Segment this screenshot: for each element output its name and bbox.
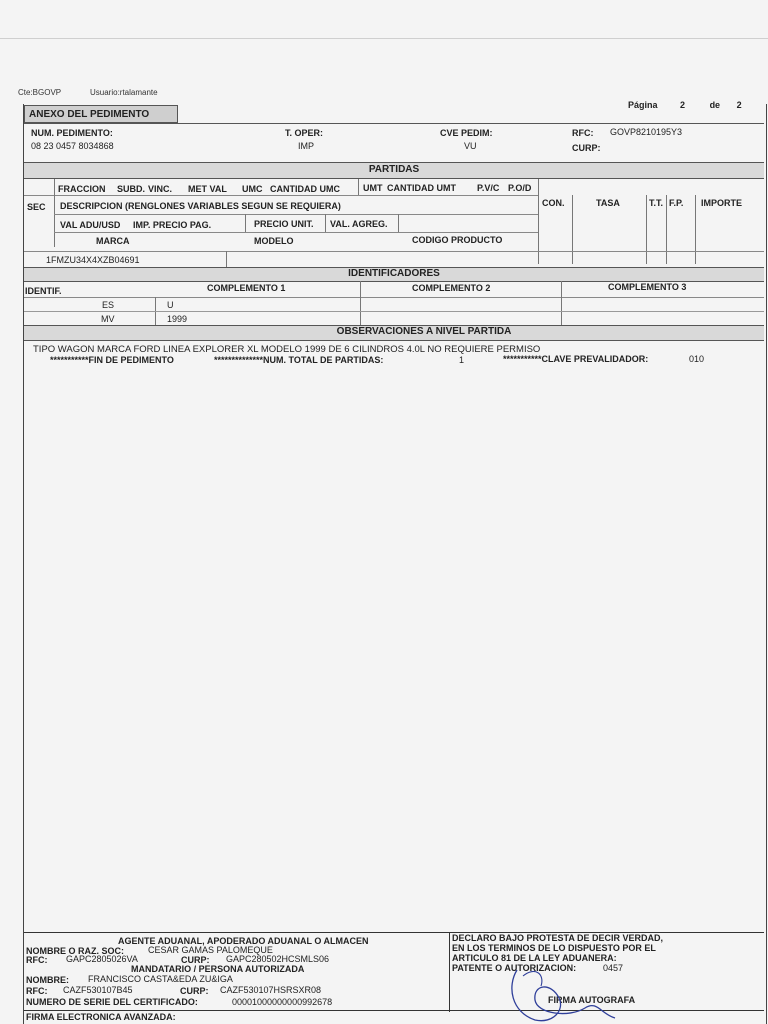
col-umc: UMC (242, 184, 263, 194)
document-frame (23, 104, 767, 1024)
col-codigo-producto: CODIGO PRODUCTO (412, 235, 503, 245)
certificado-value: 00001000000000992678 (232, 997, 333, 1007)
fin-pedimento: ***********FIN DE PEDIMENTO (50, 355, 174, 365)
col-val-agreg: VAL. AGREG. (330, 219, 388, 229)
complemento1-header: COMPLEMENTO 1 (207, 283, 286, 293)
curp-label: CURP: (572, 143, 601, 153)
col-fp: F.P. (669, 198, 684, 208)
divider (24, 340, 764, 341)
firma-electronica-label: FIRMA ELECTRONICA AVANZADA: (26, 1012, 176, 1022)
grid-line (226, 251, 227, 267)
grid-line (398, 214, 399, 232)
agente-rfc-label: RFC: (26, 955, 48, 965)
divider (54, 232, 538, 233)
clave-prevalidador-label: ***********CLAVE PREVALIDADOR: (503, 354, 649, 364)
annex-title: ANEXO DEL PEDIMENTO (24, 105, 178, 123)
grid-line (245, 214, 246, 232)
divider (24, 195, 538, 196)
firma-autografa-label: FIRMA AUTOGRAFA (548, 995, 636, 1005)
num-pedimento-value: 08 23 0457 8034868 (31, 141, 114, 151)
vin-value: 1FMZU34X4XZB04691 (46, 255, 140, 265)
clave-prevalidador-value: 010 (689, 354, 705, 364)
rfc-value: GOVP8210195Y3 (610, 127, 683, 137)
grid-line (54, 179, 55, 195)
grid-line (360, 281, 361, 325)
divider (54, 214, 538, 215)
page-number: 2 (680, 100, 686, 110)
grid-line (54, 195, 55, 247)
rfc-label: RFC: (572, 128, 594, 138)
observaciones-title: OBSERVACIONES A NIVEL PARTIDA (336, 326, 512, 337)
identif-row-id: MV (101, 314, 115, 324)
page-of-label: de (709, 100, 721, 110)
grid-line (358, 179, 359, 195)
nombre-raz-soc-value: CESAR GAMAS PALOMEQUE (148, 945, 273, 955)
agente-curp-value: GAPC280502HCSMLS06 (226, 954, 330, 964)
num-total-value: 1 (459, 355, 465, 365)
mandatario-curp-label: CURP: (180, 986, 209, 996)
col-met-val: MET VAL (188, 184, 227, 194)
observaciones-text: TIPO WAGON MARCA FORD LINEA EXPLORER XL MODELO 1999 DE 6 CILINDROS 4.0L NO REQUIERE PERMISO (33, 344, 541, 355)
mandatario-rfc-value: CAZF530107B45 (63, 985, 133, 995)
col-descripcion: DESCRIPCION (RENGLONES VARIABLES SEGUN SE REQUIERA) (60, 201, 341, 211)
identif-row-id: ES (102, 300, 115, 310)
user-label: Usuario:rtalamante (90, 88, 158, 97)
col-importe: IMPORTE (701, 198, 743, 208)
patente-label: PATENTE O AUTORIZACION: (452, 963, 577, 973)
identif-header: IDENTIF. (25, 286, 62, 296)
page-total: 2 (736, 100, 742, 110)
col-cantidad-umt: CANTIDAD UMT (387, 183, 456, 193)
grid-line (561, 281, 562, 325)
grid-line (695, 195, 696, 264)
agente-title: AGENTE ADUANAL, APODERADO ADUANAL O ALMACEN (118, 936, 369, 946)
col-imp-precio: IMP. PRECIO PAG. (133, 220, 212, 230)
divider (24, 162, 764, 163)
col-modelo: MODELO (254, 236, 294, 246)
partidas-title: PARTIDAS (368, 164, 420, 175)
handwritten-signature (505, 962, 625, 1024)
agente-rfc-value: GAPC2805026VA (66, 954, 138, 964)
col-con: CON. (542, 198, 565, 208)
mandatario-rfc-label: RFC: (26, 986, 48, 996)
mandatario-curp-value: CAZF530107HSRSXR08 (220, 985, 322, 995)
mandatario-title: MANDATARIO / PERSONA AUTORIZADA (131, 964, 305, 974)
agente-curp-label: CURP: (181, 955, 210, 965)
col-vinc: VINC. (148, 184, 173, 194)
toper-label: T. OPER: (285, 128, 324, 138)
mandatario-nombre-label: NOMBRE: (26, 975, 69, 985)
divider (24, 123, 764, 124)
col-umt: UMT (363, 183, 383, 193)
col-tasa: TASA (596, 198, 620, 208)
divider (24, 311, 764, 312)
footer-bottom-rule (24, 1010, 764, 1011)
patente-value: 0457 (603, 963, 624, 973)
complemento2-header: COMPLEMENTO 2 (412, 283, 491, 293)
identif-row-c1: 1999 (167, 314, 188, 324)
divider (24, 267, 764, 268)
num-pedimento-label: NUM. PEDIMENTO: (31, 128, 113, 138)
col-tt: T.T. (649, 198, 664, 208)
col-sec: SEC (27, 202, 46, 212)
declaro-line-1: DECLARO BAJO PROTESTA DE DECIR VERDAD, (452, 933, 664, 943)
complemento3-header: COMPLEMENTO 3 (608, 282, 687, 292)
divider (24, 325, 764, 326)
certificado-label: NUMERO DE SERIE DEL CERTIFICADO: (26, 997, 198, 1007)
divider (24, 251, 764, 252)
divider (24, 178, 764, 179)
num-total-label: **************NUM. TOTAL DE PARTIDAS: (214, 355, 384, 365)
cve-pedim-label: CVE PEDIM: (440, 128, 493, 138)
toper-value: IMP (298, 141, 315, 151)
page-top-rule (0, 38, 768, 39)
col-precio-unit: PRECIO UNIT. (254, 219, 314, 229)
footer-divider (449, 932, 450, 1012)
identif-row-c1: U (167, 300, 174, 310)
col-pvc: P.V/C (477, 183, 500, 193)
declaro-line-2: EN LOS TERMINOS DE LO DISPUESTO POR EL (452, 943, 656, 953)
col-subd: SUBD. (117, 184, 146, 194)
col-cantidad-umc: CANTIDAD UMC (270, 184, 340, 194)
col-val-adu: VAL ADU/USD (60, 220, 121, 230)
grid-line (572, 195, 573, 264)
col-pod: P.O/D (508, 183, 532, 193)
grid-line (666, 195, 667, 264)
cve-pedim-value: VU (464, 141, 477, 151)
page-label: Página (628, 100, 658, 110)
grid-line (325, 214, 326, 232)
mandatario-nombre-value: FRANCISCO CASTA&EDA ZU&IGA (88, 974, 233, 984)
col-marca: MARCA (96, 236, 130, 246)
nombre-raz-soc-label: NOMBRE O RAZ. SOC: (26, 946, 124, 956)
declaro-line-3: ARTICULO 81 DE LA LEY ADUANERA: (452, 953, 617, 963)
col-fraccion: FRACCION (58, 184, 106, 194)
divider (24, 297, 764, 298)
client-code: Cte:BGOVP (18, 88, 62, 97)
identificadores-title: IDENTIFICADORES (348, 268, 440, 279)
grid-line (646, 195, 647, 264)
